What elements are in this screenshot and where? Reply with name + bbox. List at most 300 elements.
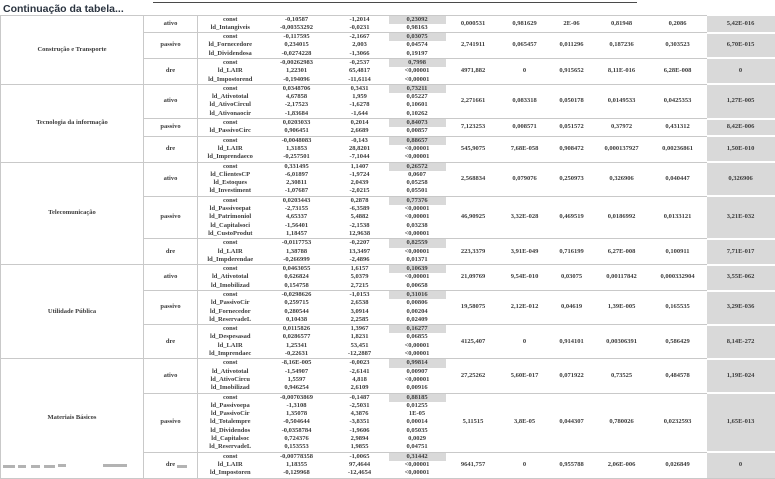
table-top-rule [153, 2, 637, 3]
tstat-cell: -2,1538 [349, 221, 370, 229]
tstat-cell: -0,0023 [331, 359, 389, 368]
stat-cell: 7,68E-058 [501, 136, 549, 162]
pvalue-cell: 0,16277 [389, 325, 446, 334]
coefficient-cell: -2,73155 [284, 205, 309, 213]
variable-cell: ld_Impostoren [209, 469, 251, 477]
variable-cell: ld_PassivoCir [210, 410, 250, 418]
stat-cell: 0,044307 [549, 393, 595, 452]
tstat-cell: -2,6141 [349, 367, 370, 375]
stat-cell: 0,914101 [549, 325, 595, 359]
stat-cell: 0 [501, 452, 549, 478]
pvalue-cell: 0,77376 [389, 196, 446, 205]
stat-cell: 0,955788 [549, 452, 595, 478]
stat-cell: 0,079076 [501, 162, 549, 196]
clipped-caption-fragment [44, 465, 55, 468]
coefficient-cell: 4,65337 [285, 213, 308, 221]
sector-cell: Tecnologia da informação [1, 84, 144, 162]
coefficient-cell: -0,10587 [263, 15, 331, 24]
tstat-cell: -11,6114 [348, 75, 371, 83]
variable-cell: ld_Ativototal [212, 273, 249, 281]
pvalue-cell: 0,99814 [389, 359, 446, 368]
stat-cell: 2,06E-006 [595, 452, 649, 478]
coefficient-cell: 1,38788 [285, 247, 308, 255]
tipo-cell: ativo [144, 15, 198, 33]
variable-cell: ld_AtivoCircu [210, 375, 251, 383]
pvalue-cell: 0,00658 [406, 281, 428, 289]
stat-cell: 19,58075 [446, 291, 501, 325]
stat-cell: 1,39E-005 [595, 291, 649, 325]
tipo-cell: ativo [144, 265, 198, 291]
stat-cell: 3,32E-028 [501, 196, 549, 238]
variable-cell: ld_Passivoepa [210, 401, 250, 409]
tstat-cell: -1,2014 [331, 15, 389, 24]
variable-cell: ld_LAIR [217, 341, 243, 349]
stat-cell: 0,780026 [595, 393, 649, 452]
coefficient-cell: -0,0117753 [263, 239, 331, 248]
pvalue-cell: 0,88185 [389, 393, 446, 402]
stat-cell: 0,2086 [649, 15, 707, 33]
pvalue-cell: 0,26572 [389, 162, 446, 171]
stat-cell: 0 [707, 452, 775, 478]
stat-cell: 0,326906 [595, 162, 649, 196]
stat-cell: 0,250973 [549, 162, 595, 196]
pvalue-cell: <0,00001 [404, 67, 430, 75]
tstat-cell: 0,2014 [331, 119, 389, 128]
coefficient-cell: 0,946254 [284, 384, 309, 392]
stat-cell: 9641,757 [446, 452, 501, 478]
tstat-cell: -2,4896 [349, 255, 370, 263]
tstat-cell: 97,4644 [348, 460, 371, 468]
variable-cell: const [198, 33, 263, 42]
pvalue-cell: 0,7998 [389, 58, 446, 67]
coefficient-cell: 0,153553 [284, 443, 309, 451]
pvalue-cell: 0,23092 [389, 15, 446, 24]
coefficient-cell: 1,18355 [285, 460, 308, 468]
tstat-cell: 3,0914 [350, 307, 369, 315]
stat-cell: 2,568834 [446, 162, 501, 196]
variable-cell: ld_Patrimoniol [209, 213, 252, 221]
stat-cell: 5,42E-016 [707, 15, 775, 33]
tstat-cell: -12,2887 [347, 350, 372, 358]
stat-cell: 0,915652 [549, 58, 595, 84]
pvalue-cell: 1E-05 [408, 410, 426, 418]
stat-cell: 0,73525 [595, 359, 649, 393]
stat-cell: 0,165535 [649, 291, 707, 325]
variable-cell: ld_LAIR [217, 460, 243, 468]
variable-cell: ld_Imprendaeco [207, 153, 253, 161]
coefficient-cell: -0,0298626 [263, 291, 331, 300]
stat-cell: 0,026849 [649, 452, 707, 478]
sector-cell: Materiais Básicos [1, 359, 144, 478]
variable-cell: const [198, 452, 263, 461]
coefficient-cell: -0,22631 [284, 350, 309, 358]
tstat-cell: -1,6278 [349, 101, 370, 109]
stat-cell: 0,00236861 [649, 136, 707, 162]
stat-cell: 545,9075 [446, 136, 501, 162]
stat-cell: 0,908472 [549, 136, 595, 162]
pvalue-cell: 0,00204 [406, 307, 428, 315]
tstat-cell: -3,8351 [349, 418, 370, 426]
tstat-cell: -1,9606 [349, 426, 370, 434]
stat-cell: 6,70E-015 [707, 33, 775, 59]
pvalue-cell: 0,84073 [389, 119, 446, 128]
stat-cell: 8,11E-016 [595, 58, 649, 84]
tstat-cell: -1,0065 [331, 452, 389, 461]
stat-cell: 3,91E-049 [501, 239, 549, 265]
coefficient-cell: 0,280544 [284, 307, 309, 315]
stat-cell: 0,008571 [501, 119, 549, 137]
tstat-cell: -2,0215 [349, 187, 370, 195]
variable-cell: ld_Impostorend [208, 75, 253, 83]
variable-cell: ld_LAIR [217, 67, 243, 75]
tstat-cell: -0,143 [331, 136, 389, 145]
pvalue-cell: 0,05227 [406, 93, 428, 101]
coefficient-cell: -1,56401 [284, 221, 309, 229]
variable-cell: ld_Capitalsoci [210, 221, 251, 229]
pvalue-cell: 0,82559 [389, 239, 446, 248]
stat-cell: 0,04619 [549, 291, 595, 325]
tstat-cell: 4,3876 [350, 410, 369, 418]
tipo-cell: passivo [144, 33, 198, 59]
tipo-cell: ativo [144, 162, 198, 196]
coefficient-cell: 0,906451 [284, 127, 309, 135]
stat-cell: 0 [501, 58, 549, 84]
coefficient-cell: -0,00703869 [263, 393, 331, 402]
coefficient-cell: 1,31853 [285, 144, 308, 152]
coefficient-cell: 2,30811 [286, 179, 307, 187]
variable-cell: ld_CustoProdut [208, 229, 253, 237]
tstat-cell: 1,8231 [350, 333, 369, 341]
stat-cell: 0,065457 [501, 33, 549, 59]
variable-cell: ld_Ativototal [212, 367, 249, 375]
tstat-cell: -12,4654 [347, 469, 372, 477]
stat-cell: 3,21E-032 [707, 196, 775, 238]
coefficient-cell: -0,129968 [283, 469, 310, 477]
tstat-cell: 1,3967 [331, 325, 389, 334]
sector-cell: Construção e Transporte [1, 15, 144, 84]
coefficient-cell: -0,257501 [283, 153, 310, 161]
variable-cell: ld_Fornecedor [209, 307, 251, 315]
stat-cell: 8,14E-272 [707, 325, 775, 359]
stat-cell: 0,37972 [595, 119, 649, 137]
stat-cell: 0,303523 [649, 33, 707, 59]
stat-cell: 0,81948 [595, 15, 649, 33]
pvalue-cell: 0,31442 [389, 452, 446, 461]
pvalue-cell: <0,00001 [404, 205, 430, 213]
stat-cell: 0,716199 [549, 239, 595, 265]
stat-cell: 0,469519 [549, 196, 595, 238]
stat-cell: 5,11515 [446, 393, 501, 452]
table-row [1, 359, 775, 368]
tipo-cell: dre [144, 58, 198, 84]
variable-cell: ld_ClientesCP [210, 170, 251, 178]
tipo-cell: dre [144, 325, 198, 359]
variable-cell: const [198, 265, 263, 274]
stat-cell: 1,19E-024 [707, 359, 775, 393]
sector-cell: Telecomunicação [1, 162, 144, 265]
stat-cell: 9,54E-010 [501, 265, 549, 291]
stat-cell: 0,484578 [649, 359, 707, 393]
pvalue-cell: <0,00001 [404, 273, 430, 281]
tstat-cell: 2,003 [352, 41, 367, 49]
variable-cell: const [198, 239, 263, 248]
tstat-cell: 2,9894 [350, 435, 369, 443]
stat-cell: 0,040447 [649, 162, 707, 196]
coefficient-cell: -1,54907 [284, 367, 309, 375]
stat-cell: 0 [501, 325, 549, 359]
coefficient-cell: 0,0203033 [263, 119, 331, 128]
stat-cell: 0,0133121 [649, 196, 707, 238]
tstat-cell: 1,1407 [331, 162, 389, 171]
clipped-caption-fragment [31, 465, 40, 468]
variable-cell: ld_ReservadeL [209, 443, 252, 451]
stat-cell: 7,123253 [446, 119, 501, 137]
coefficient-cell: 0,234015 [284, 41, 309, 49]
tstat-cell: 28,8201 [348, 144, 371, 152]
pvalue-cell: <0,00001 [404, 247, 430, 255]
coefficient-cell: -1,83684 [284, 109, 309, 117]
variable-cell: ld_LAIR [217, 144, 243, 152]
clipped-caption-fragment [103, 464, 127, 467]
tstat-cell: 1,9855 [350, 443, 369, 451]
tstat-cell: 2,6538 [350, 299, 369, 307]
coefficient-cell: 0,0203443 [263, 196, 331, 205]
tipo-cell: passivo [144, 196, 198, 238]
variable-cell: ld_Passivoepat [209, 205, 251, 213]
coefficient-cell: 1,35078 [285, 410, 308, 418]
stat-cell: 223,3379 [446, 239, 501, 265]
variable-cell: ld_PassivoCirc [209, 127, 251, 135]
coefficient-cell: -0,504644 [283, 418, 310, 426]
variable-cell: ld_Impderendae [207, 255, 254, 263]
pvalue-cell: 0,31016 [389, 291, 446, 300]
tstat-cell: -2,1667 [331, 33, 389, 42]
variable-cell: const [198, 136, 263, 145]
stat-cell: 0,187236 [595, 33, 649, 59]
coefficient-cell: -0,117595 [263, 33, 331, 42]
pvalue-cell: <0,00001 [404, 469, 430, 477]
stat-cell: 1,27E-005 [707, 84, 775, 118]
stat-cell: 5,60E-017 [501, 359, 549, 393]
tstat-cell: 2,2585 [350, 315, 369, 323]
pvalue-cell: <0,00001 [404, 460, 430, 468]
results-table [0, 14, 775, 479]
tstat-cell: 2,7215 [350, 281, 369, 289]
stat-cell: 0,000332904 [649, 265, 707, 291]
coefficient-cell: 0,0115826 [263, 325, 331, 334]
stat-cell: 2,271661 [446, 84, 501, 118]
coefficient-cell: 1,25341 [285, 341, 308, 349]
tstat-cell: -0,2537 [331, 58, 389, 67]
table-row [1, 265, 775, 274]
stat-cell: 4971,882 [446, 58, 501, 84]
tipo-cell: ativo [144, 84, 198, 118]
stat-cell: 6,28E-008 [649, 58, 707, 84]
coefficient-cell: -0,0274228 [281, 49, 312, 57]
stat-cell: 0,0186992 [595, 196, 649, 238]
coefficient-cell: -1,07687 [284, 187, 309, 195]
stat-cell: 0,000137927 [595, 136, 649, 162]
coefficient-cell: 4,67858 [285, 93, 308, 101]
pvalue-cell: 0,10262 [406, 109, 428, 117]
coefficient-cell: -0,00262983 [263, 58, 331, 67]
stat-cell: 3,29E-036 [707, 291, 775, 325]
variable-cell: ld_Totalempre [210, 418, 251, 426]
coefficient-cell: 0,0348706 [263, 84, 331, 93]
pvalue-cell: 0,19197 [406, 49, 428, 57]
pvalue-cell: 0,0029 [408, 435, 426, 443]
stat-cell: 0,00117842 [595, 265, 649, 291]
pvalue-cell: 0,01371 [406, 255, 428, 263]
variable-cell: const [198, 162, 263, 171]
stat-cell: 6,27E-008 [595, 239, 649, 265]
page-title: Continuação da tabela... [3, 3, 124, 15]
variable-cell: ld_Imobilizad [210, 281, 250, 289]
coefficient-cell: -0,0358784 [281, 426, 312, 434]
stat-cell: 3,8E-05 [501, 393, 549, 452]
pvalue-cell: 0,00916 [406, 384, 428, 392]
tipo-cell: passivo [144, 393, 198, 452]
tstat-cell: 2,0439 [350, 179, 369, 187]
stat-cell: 0,050178 [549, 84, 595, 118]
clipped-caption-fragment [58, 464, 66, 467]
table-row [1, 84, 775, 93]
tstat-cell: -0,0231 [349, 23, 370, 31]
coefficient-cell: -2,17523 [284, 101, 309, 109]
clipped-caption-fragment [18, 465, 26, 468]
variable-cell: ld_Intangiveis [210, 23, 250, 31]
tstat-cell: 2,6109 [350, 384, 369, 392]
pvalue-cell: 0,10601 [406, 101, 428, 109]
tstat-cell: 0,2878 [331, 196, 389, 205]
stat-cell: 0,071922 [549, 359, 595, 393]
sector-cell: Utilidade Pública [1, 265, 144, 359]
coefficient-cell: 0,331495 [263, 162, 331, 171]
coefficient-cell: 0,626824 [284, 273, 309, 281]
variable-cell: ld_Despesasad [210, 333, 251, 341]
variable-cell: ld_PassivoCir [210, 299, 250, 307]
tstat-cell: 5,0379 [350, 273, 369, 281]
variable-cell: const [198, 393, 263, 402]
coefficient-cell: 0,10438 [285, 315, 308, 323]
stat-cell: 2,741911 [446, 33, 501, 59]
tstat-cell: 1,6157 [331, 265, 389, 274]
coefficient-cell: -8,16E-005 [263, 359, 331, 368]
coefficient-cell: 0,154758 [284, 281, 309, 289]
pvalue-cell: <0,00001 [404, 341, 430, 349]
tipo-cell: passivo [144, 291, 198, 325]
stat-cell: 0,051572 [549, 119, 595, 137]
stat-cell: 1,65E-013 [707, 393, 775, 452]
variable-cell: ld_Ativonaocir [209, 109, 252, 117]
tstat-cell: -0,2207 [331, 239, 389, 248]
tstat-cell: 65,4817 [348, 67, 371, 75]
variable-cell: ld_AtivoCircul [209, 101, 251, 109]
coefficient-cell: -0,00778358 [263, 452, 331, 461]
pvalue-cell: 0,05258 [406, 179, 428, 187]
stat-cell: 0,586429 [649, 325, 707, 359]
coefficient-cell: -0,266999 [283, 255, 310, 263]
pvalue-cell: 0,04751 [406, 443, 428, 451]
variable-cell: ld_Investiment [209, 187, 252, 195]
variable-cell: ld_Imprendaec [209, 350, 252, 358]
stat-cell: 0,03075 [549, 265, 595, 291]
variable-cell: const [198, 291, 263, 300]
tipo-cell: dre [144, 136, 198, 162]
pvalue-cell: 0,06855 [406, 333, 428, 341]
tipo-cell: passivo [144, 119, 198, 137]
tstat-cell: -0,1487 [331, 393, 389, 402]
stat-cell: 2E-06 [549, 15, 595, 33]
variable-cell: const [198, 196, 263, 205]
pvalue-cell: 0,03075 [389, 33, 446, 42]
tstat-cell: -1,0153 [331, 291, 389, 300]
variable-cell: const [198, 359, 263, 368]
coefficient-cell: 1,22301 [285, 67, 308, 75]
coefficient-cell: 1,18457 [285, 229, 308, 237]
pvalue-cell: 0,00014 [406, 418, 428, 426]
stat-cell: 3,55E-062 [707, 265, 775, 291]
pvalue-cell: 0,00907 [406, 367, 428, 375]
tstat-cell: -2,5031 [349, 401, 370, 409]
pvalue-cell: <0,00001 [404, 229, 430, 237]
stat-cell: 27,25262 [446, 359, 501, 393]
pvalue-cell: 0,10639 [389, 265, 446, 274]
variable-cell: ld_Estoques [213, 179, 248, 187]
stat-cell: 4125,407 [446, 325, 501, 359]
variable-cell: const [198, 84, 263, 93]
coefficient-cell: -0,194096 [283, 75, 310, 83]
variable-cell: const [198, 119, 263, 128]
variable-cell: ld_LAIR [217, 247, 243, 255]
pvalue-cell: <0,00001 [404, 213, 430, 221]
stat-cell: 0,981629 [501, 15, 549, 33]
pvalue-cell: <0,00001 [404, 375, 430, 383]
variable-cell: const [198, 58, 263, 67]
stat-cell: 8,42E-006 [707, 119, 775, 137]
stat-cell: 0,326906 [707, 162, 775, 196]
coefficient-cell: -0,00353292 [279, 23, 314, 31]
tstat-cell: -1,9724 [349, 170, 370, 178]
stat-cell: 0,083318 [501, 84, 549, 118]
tipo-cell: ativo [144, 359, 198, 393]
stat-cell: 0,000531 [446, 15, 501, 33]
tipo-cell: dre [144, 239, 198, 265]
pvalue-cell: 0,00806 [406, 299, 428, 307]
stat-cell: 0 [707, 58, 775, 84]
results-table-body [1, 15, 775, 478]
coefficient-cell: 1,5597 [287, 375, 306, 383]
pvalue-cell: <0,00001 [404, 153, 430, 161]
coefficient-cell: 0,724376 [284, 435, 309, 443]
coefficient-cell: 0,259715 [284, 299, 309, 307]
pvalue-cell: 0,0607 [408, 170, 426, 178]
tstat-cell: 0,3431 [331, 84, 389, 93]
tstat-cell: 5,4882 [350, 213, 369, 221]
pvalue-cell: 0,00857 [406, 127, 428, 135]
pvalue-cell: 0,05501 [406, 187, 428, 195]
variable-cell: ld_ReservadeL [209, 315, 252, 323]
variable-cell: const [198, 15, 263, 24]
tstat-cell: 12,9638 [348, 229, 371, 237]
stat-cell: 46,90925 [446, 196, 501, 238]
pvalue-cell: <0,00001 [404, 75, 430, 83]
coefficient-cell: -6,01897 [284, 170, 309, 178]
stat-cell: 0,00306391 [595, 325, 649, 359]
tstat-cell: -1,644 [351, 109, 368, 117]
table-row [1, 162, 775, 171]
stat-cell: 7,71E-017 [707, 239, 775, 265]
